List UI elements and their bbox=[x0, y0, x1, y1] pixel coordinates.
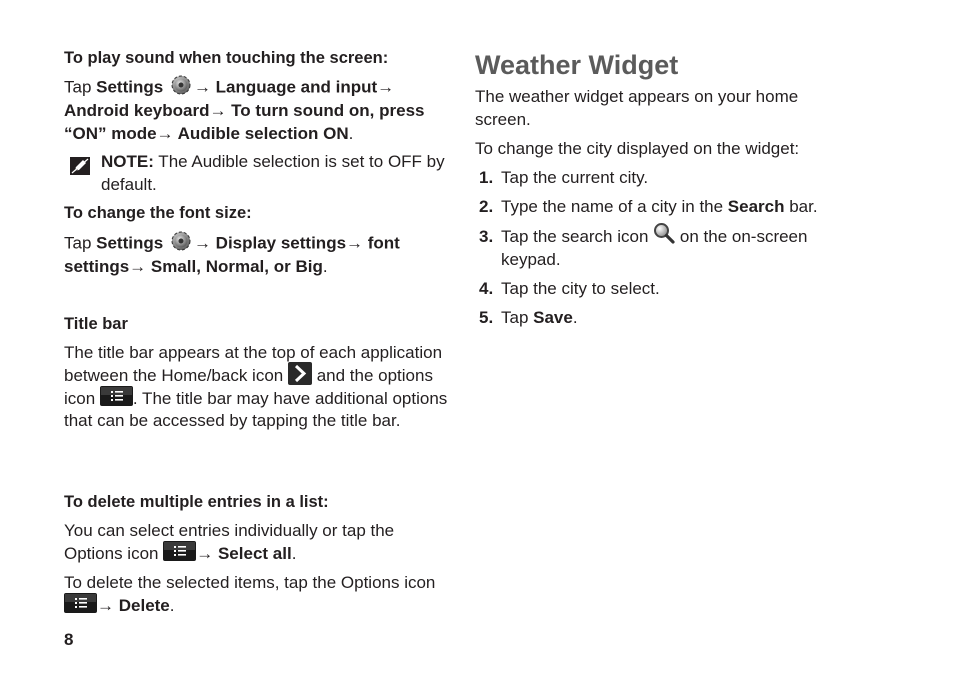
sound-instructions: Tap Settings → Language and input→ Android keyboard→ To turn sound on, press “ON” mode→ Audible selection ON. bbox=[64, 76, 450, 145]
titlebar-heading: Title bar bbox=[64, 315, 128, 333]
titlebar-text: The title bar appears at the top of each application between the Home/back icon and the options icon . The title bar may have additional options that can be accessed by tapping the title bar. bbox=[64, 343, 448, 431]
section-title: Weather Widget bbox=[475, 50, 679, 80]
pencil-note-icon bbox=[70, 157, 90, 175]
weather-intro: The weather widget appears on your home screen. bbox=[475, 87, 799, 129]
chevron-right-icon bbox=[288, 362, 312, 385]
font-instructions: Tap Settings → Display settings→ font settings→ Small, Normal, or Big. bbox=[64, 232, 450, 279]
note-text: NOTE: The Audible selection is set to OFF by default. bbox=[101, 152, 445, 194]
gear-icon bbox=[168, 73, 194, 97]
change-city-text: To change the city displayed on the widget: bbox=[475, 139, 800, 158]
delete-heading: To delete multiple entries in a list: bbox=[64, 493, 329, 511]
options-menu-icon bbox=[100, 386, 133, 406]
sound-heading: To play sound when touching the screen: bbox=[64, 49, 389, 67]
options-menu-icon bbox=[163, 541, 196, 561]
delete-text-2: To delete the selected items, tap the Options icon → Delete. bbox=[64, 573, 436, 615]
page-number: 8 bbox=[64, 630, 74, 649]
font-heading: To change the font size: bbox=[64, 204, 252, 222]
magnifier-icon bbox=[653, 222, 675, 244]
options-menu-icon bbox=[64, 593, 97, 613]
delete-text-1: You can select entries individually or tap the Options icon → Select all. bbox=[64, 521, 395, 563]
gear-icon bbox=[168, 229, 194, 253]
